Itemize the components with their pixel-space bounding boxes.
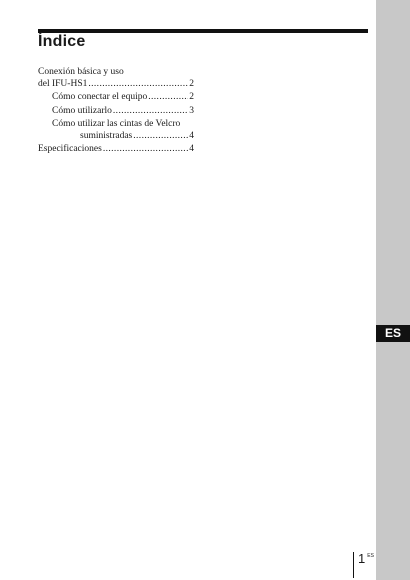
toc-entry-velcro-straps[interactable] <box>38 119 194 142</box>
toc-entry-basic-connection[interactable] <box>38 67 194 90</box>
toc-entry-label-line2: del IFU-HS1 <box>38 78 88 89</box>
page-number-language-suffix: ES <box>367 553 374 559</box>
language-badge: ES <box>376 325 410 342</box>
toc-page-number: 2 <box>189 78 194 89</box>
toc-entry-connect-equipment[interactable] <box>38 92 194 104</box>
toc-leader <box>148 92 188 104</box>
toc-page-number: 4 <box>189 130 194 141</box>
toc-entry-label: Especificaciones <box>38 144 102 154</box>
toc-leader <box>103 144 188 156</box>
toc-entry-specifications[interactable] <box>38 144 194 156</box>
table-of-contents <box>38 67 194 156</box>
toc-entry-how-to-use[interactable] <box>38 106 194 118</box>
language-side-tab <box>376 0 410 580</box>
toc-leader <box>88 79 188 91</box>
toc-entry-label: Cómo utilizarlo <box>52 105 112 116</box>
toc-page-number: 3 <box>189 105 194 116</box>
toc-page-number: 2 <box>189 92 194 102</box>
page-number-bar <box>353 552 354 578</box>
toc-page-number: 4 <box>189 144 194 154</box>
toc-entry-label-line2: suministradas <box>80 130 133 141</box>
page-number: 1 <box>358 551 366 566</box>
toc-entry-label-line1: Conexión básica y uso <box>38 67 124 77</box>
toc-leader <box>133 131 188 143</box>
title-rule <box>38 29 368 33</box>
toc-leader <box>113 106 188 118</box>
toc-entry-label: Cómo conectar el equipo <box>52 92 148 102</box>
toc-entry-label-line1: Cómo utilizar las cintas de Velcro <box>52 119 181 129</box>
page-title: Índice <box>38 33 86 50</box>
page-number-footer <box>353 552 374 578</box>
